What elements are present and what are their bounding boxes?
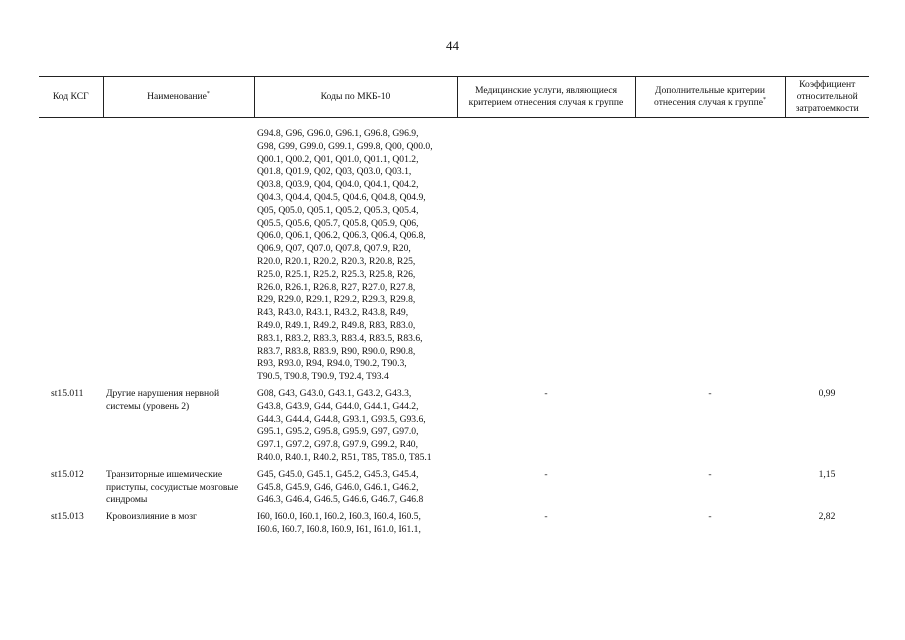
header-criteria-footnote-mark: *	[762, 96, 766, 103]
ksg-code-cell: st15.012	[51, 468, 84, 480]
coefficient-cell: 0,99	[818, 387, 836, 399]
ksg-name-cell: Кровоизлияние в мозг	[106, 511, 197, 523]
ksg-table	[39, 76, 869, 537]
mkb-codes-line: G08, G43, G43.0, G43.1, G43.2, G43.3,	[257, 387, 412, 399]
mkb-codes-line: R26.0, R26.1, R26.8, R27, R27.0, R27.8,	[257, 281, 416, 293]
mkb-codes-line: R25.0, R25.1, R25.2, R25.3, R25.8, R26,	[257, 268, 416, 280]
mkb-codes-line: Q04.3, Q04.4, Q04.5, Q04.6, Q04.8, Q04.9,	[257, 191, 426, 203]
table-row	[39, 507, 869, 537]
header-name: Наименование*	[103, 77, 254, 118]
additional-criteria-cell: -	[708, 511, 712, 523]
mkb-codes-line: R40.0, R40.1, R40.2, R51, T85, T85.0, T85.1	[257, 451, 432, 463]
table-body	[39, 118, 869, 537]
mkb-codes-line: G45, G45.0, G45.1, G45.2, G45.3, G45.4,	[257, 468, 419, 480]
header-coefficient: Коэффициент относительной затратоемкости	[785, 77, 869, 118]
ksg-code-cell	[39, 118, 103, 384]
header-name-footnote-mark: *	[206, 90, 210, 97]
mkb-codes-line: G95.1, G95.2, G95.8, G95.9, G97, G97.0,	[257, 426, 419, 438]
mkb-codes-cell	[254, 507, 457, 537]
mkb-codes-line: I60, I60.0, I60.1, I60.2, I60.3, I60.4, I60.5,	[257, 511, 421, 523]
mkb-codes-line: Q03.8, Q03.9, Q04, Q04.0, Q04.1, Q04.2,	[257, 179, 419, 191]
table-header-row	[39, 77, 869, 118]
mkb-codes-line: G44.3, G44.4, G44.8, G93.1, G93.5, G93.6,	[257, 413, 426, 425]
header-medical-services: Медицинские услуги, являющиеся критерием отнесения случая к группе	[457, 77, 635, 118]
ksg-name-cell: Другие нарушения нервной системы (уровень 2)	[106, 387, 220, 412]
mkb-codes-line: R29, R29.0, R29.1, R29.2, R29.3, R29.8,	[257, 294, 416, 306]
mkb-codes-line: Q05, Q05.0, Q05.1, Q05.2, Q05.3, Q05.4,	[257, 204, 419, 216]
mkb-codes-line: G46.3, G46.4, G46.5, G46.6, G46.7, G46.8	[257, 494, 424, 506]
mkb-codes-cell	[254, 118, 457, 384]
header-mkb-codes: Коды по МКБ-10	[254, 77, 457, 118]
header-ksg-code: Код КСГ	[39, 77, 103, 118]
mkb-codes-line: R83.1, R83.2, R83.3, R83.4, R83.5, R83.6,	[257, 332, 423, 344]
mkb-codes-line: G98, G99, G99.0, G99.1, G99.8, Q00, Q00.0,	[257, 140, 433, 152]
medical-services-cell: -	[544, 468, 548, 480]
mkb-codes-line: R49.0, R49.1, R49.2, R49.8, R83, R83.0,	[257, 319, 416, 331]
mkb-codes-line: R93, R93.0, R94, R94.0, T90.2, T90.3,	[257, 358, 407, 370]
ksg-table-container	[39, 76, 869, 537]
medical-services-cell: -	[544, 511, 548, 523]
mkb-codes-line: R43, R43.0, R43.1, R43.2, R43.8, R49,	[257, 307, 409, 319]
coefficient-cell	[785, 118, 869, 384]
ksg-name-cell	[103, 118, 254, 384]
mkb-codes-cell	[254, 465, 457, 507]
page-number: 44	[446, 38, 459, 53]
mkb-codes-line: Q01.8, Q01.9, Q02, Q03, Q03.0, Q03.1,	[257, 166, 412, 178]
mkb-codes-line: I60.6, I60.7, I60.8, I60.9, I61, I61.0, I61.1,	[257, 523, 421, 535]
additional-criteria-cell	[635, 118, 785, 384]
mkb-codes-line: T90.5, T90.8, T90.9, T92.4, T93.4	[257, 371, 389, 383]
table-row	[39, 465, 869, 507]
additional-criteria-cell: -	[708, 387, 712, 399]
mkb-codes-line: G43.8, G43.9, G44, G44.0, G44.1, G44.2,	[257, 400, 419, 412]
mkb-codes-line: Q06.0, Q06.1, Q06.2, Q06.3, Q06.4, Q06.8,	[257, 230, 426, 242]
mkb-codes-line: G45.8, G45.9, G46, G46.0, G46.1, G46.2,	[257, 481, 419, 493]
medical-services-cell: -	[544, 387, 548, 399]
header-additional-criteria: Дополнительные критерии отнесения случая к группе*	[635, 77, 785, 118]
mkb-codes-line: R83.7, R83.8, R83.9, R90, R90.0, R90.8,	[257, 345, 416, 357]
table-row	[39, 118, 869, 384]
additional-criteria-cell: -	[708, 468, 712, 480]
ksg-name-cell: Транзиторные ишемические приступы, сосудистые мозговые синдромы	[106, 468, 239, 506]
mkb-codes-line: Q00.1, Q00.2, Q01, Q01.0, Q01.1, Q01.2,	[257, 153, 419, 165]
ksg-code-cell: st15.011	[51, 387, 84, 399]
table-row	[39, 384, 869, 465]
coefficient-cell: 2,82	[818, 511, 836, 523]
mkb-codes-cell	[254, 384, 457, 465]
mkb-codes-line: G94.8, G96, G96.0, G96.1, G96.8, G96.9,	[257, 128, 419, 139]
medical-services-cell	[457, 118, 635, 384]
mkb-codes-line: Q06.9, Q07, Q07.0, Q07.8, Q07.9, R20,	[257, 243, 411, 255]
ksg-code-cell: st15.013	[51, 511, 84, 523]
mkb-codes-line: G97.1, G97.2, G97.8, G97.9, G99.2, R40,	[257, 439, 418, 451]
mkb-codes-line: Q05.5, Q05.6, Q05.7, Q05.8, Q05.9, Q06,	[257, 217, 419, 229]
mkb-codes-line: R20.0, R20.1, R20.2, R20.3, R20.8, R25,	[257, 255, 416, 267]
coefficient-cell: 1,15	[818, 468, 836, 480]
